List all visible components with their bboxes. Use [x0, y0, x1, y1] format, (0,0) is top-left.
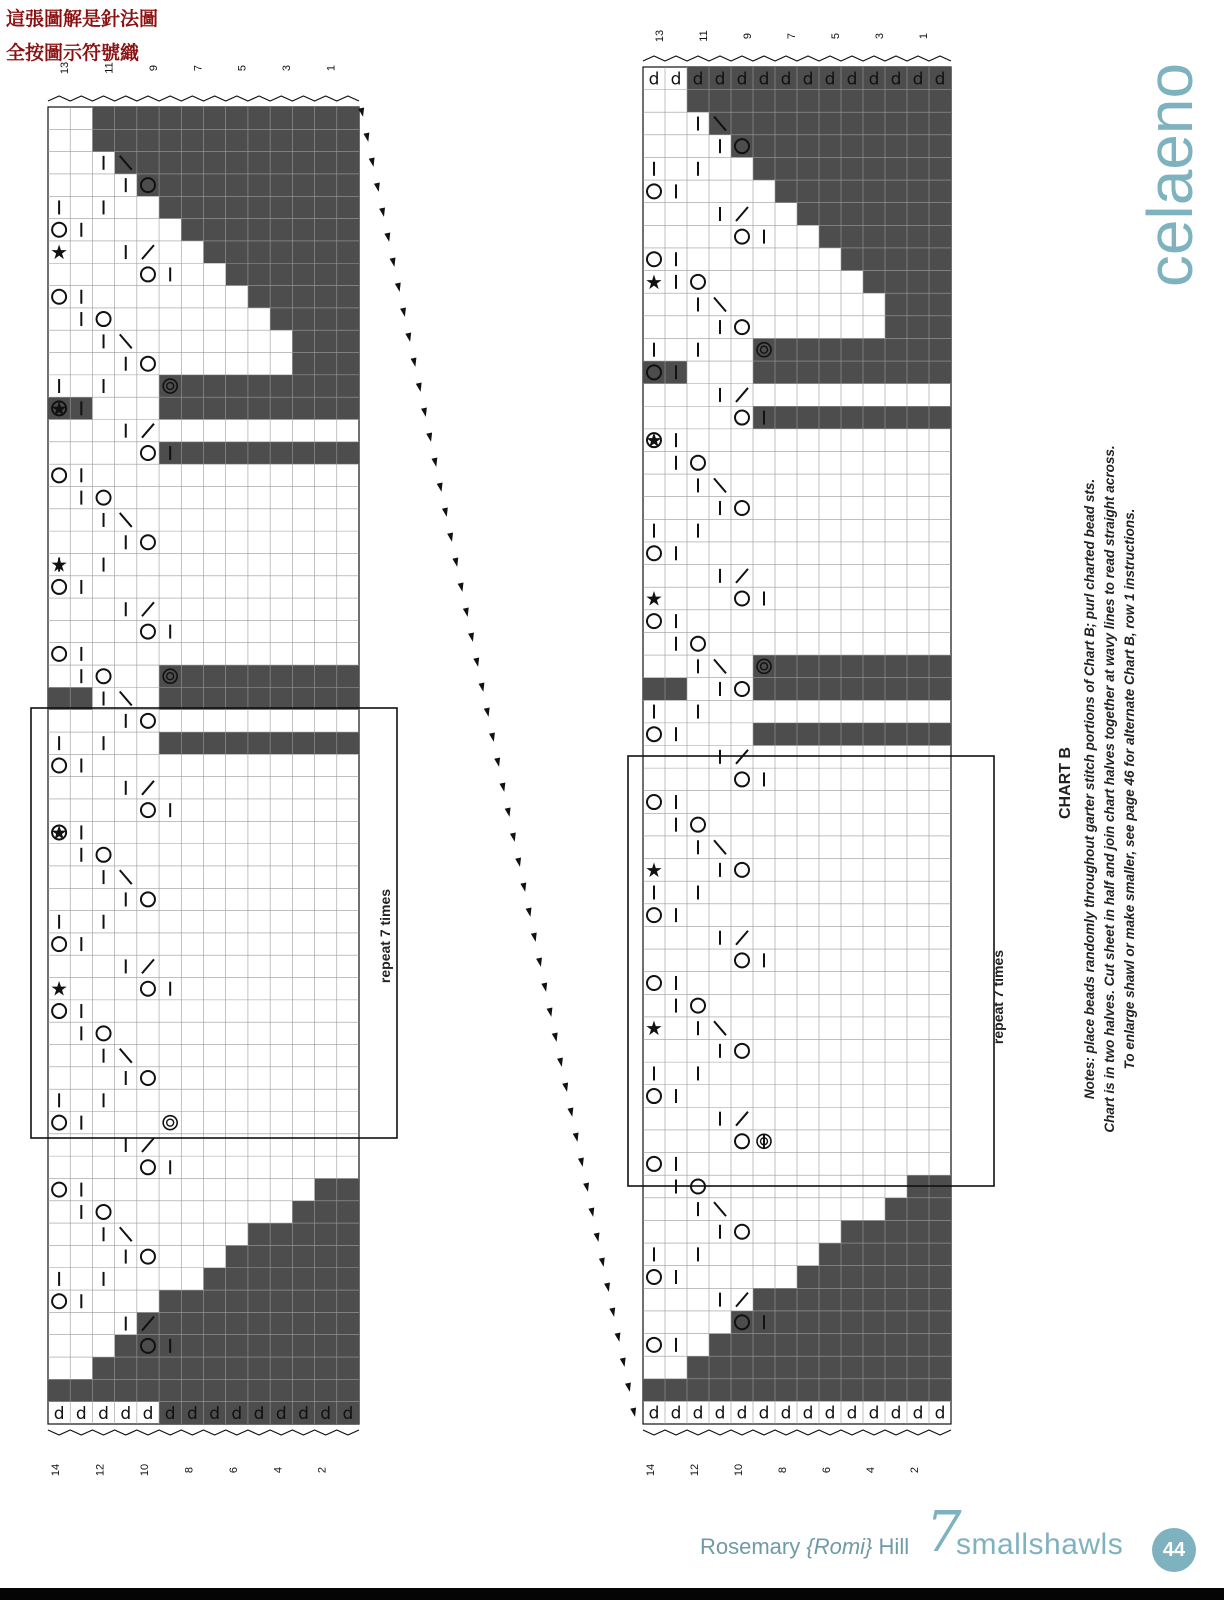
no-stitch-cell — [159, 375, 359, 397]
bead-symbol: ★ — [50, 398, 69, 421]
purl-symbol: d — [934, 69, 946, 90]
wavy-join-line — [643, 56, 951, 61]
purl-symbol: d — [320, 1403, 332, 1424]
purl-symbol: d — [142, 1403, 154, 1424]
bead-symbol: ★ — [50, 978, 69, 1001]
purl-symbol: d — [780, 69, 792, 90]
bead-symbol: ★ — [645, 1018, 663, 1041]
no-stitch-cell — [159, 1290, 359, 1312]
no-stitch-cell — [292, 1201, 359, 1223]
no-stitch-cell — [159, 687, 359, 709]
no-stitch-cell — [115, 152, 359, 174]
purl-symbol: d — [890, 69, 902, 90]
row-number-odd: 11 — [697, 30, 710, 42]
connector-arrow — [437, 482, 445, 492]
purl-symbol: d — [868, 1403, 880, 1424]
purl-symbol: d — [692, 69, 704, 90]
no-stitch-cell — [797, 203, 951, 226]
purl-symbol: d — [648, 69, 660, 90]
connector-arrow — [510, 832, 518, 842]
no-stitch-cell — [753, 361, 951, 384]
connector-arrow — [390, 257, 398, 267]
no-stitch-cell — [248, 1223, 359, 1245]
no-stitch-cell — [159, 442, 359, 464]
row-number-even: 12 — [94, 1463, 107, 1477]
connector-arrow — [421, 407, 429, 417]
purl-symbol: d — [209, 1403, 221, 1424]
row-number-odd: 11 — [103, 62, 116, 74]
purl-symbol: d — [670, 69, 682, 90]
purl-symbol: d — [846, 1403, 858, 1424]
connector-arrow — [552, 1032, 560, 1042]
row-number-even: 2 — [316, 1466, 329, 1474]
connector-arrow — [363, 132, 371, 142]
no-stitch-cell — [841, 248, 951, 271]
row-number-odd: 9 — [147, 64, 160, 72]
connector-arrow — [562, 1082, 570, 1092]
connector-arrow — [630, 1407, 638, 1417]
connector-arrow — [405, 332, 413, 342]
row-number-odd: 7 — [785, 32, 798, 40]
connector-arrow — [578, 1157, 586, 1167]
purl-symbol: d — [802, 69, 814, 90]
row-number-even: 4 — [865, 1466, 877, 1474]
connector-arrow — [505, 807, 513, 817]
purl-symbol: d — [342, 1403, 354, 1424]
no-stitch-cell — [753, 338, 951, 361]
purl-symbol: d — [670, 1403, 682, 1424]
purl-symbol: d — [98, 1403, 109, 1424]
connector-arrow — [526, 907, 534, 917]
connector-arrow — [431, 457, 439, 467]
connector-arrow — [447, 532, 455, 542]
wavy-join-line — [48, 1430, 359, 1435]
notes-line-3: To enlarge shawl or make smaller, see page 46 for alternate Chart B, row 1 instructions. — [1122, 508, 1137, 1070]
brand-text: smallshawls — [956, 1528, 1124, 1561]
connector-arrow — [473, 657, 481, 667]
no-stitch-cell — [885, 316, 951, 339]
bead-symbol: ★ — [50, 822, 69, 845]
purl-symbol: d — [648, 1403, 660, 1424]
no-stitch-cell — [115, 1335, 359, 1357]
connector-arrow — [620, 1357, 628, 1367]
connector-arrow — [594, 1232, 602, 1242]
connector-arrow — [395, 282, 403, 292]
row-number-odd: 3 — [281, 64, 294, 72]
no-stitch-cell — [159, 397, 359, 419]
row-number-even: 12 — [689, 1463, 701, 1477]
no-stitch-cell — [753, 406, 951, 429]
purl-symbol: d — [736, 1403, 748, 1424]
connector-arrow — [557, 1057, 565, 1067]
connector-arrow — [604, 1282, 612, 1292]
no-stitch-cell — [885, 293, 951, 316]
no-stitch-cell — [292, 330, 359, 352]
connector-arrow — [379, 207, 387, 217]
purl-symbol: d — [912, 1403, 924, 1424]
connector-arrow — [625, 1382, 633, 1392]
purl-symbol: d — [120, 1403, 132, 1424]
row-number-odd: 1 — [325, 64, 338, 72]
no-stitch-cell — [841, 1220, 951, 1243]
row-number-odd: 1 — [917, 32, 930, 40]
row-number-odd: 9 — [741, 32, 754, 40]
connector-arrow — [494, 757, 502, 767]
wavy-join-line — [643, 1430, 951, 1435]
connector-arrow — [411, 357, 419, 367]
annotation-line-2: 全按圖示符號織 — [6, 42, 140, 64]
bead-symbol: ★ — [50, 554, 69, 577]
bead-symbol: ★ — [645, 588, 663, 611]
purl-symbol: d — [75, 1403, 87, 1424]
purl-symbol: d — [802, 1403, 814, 1424]
connector-arrow — [458, 582, 466, 592]
connector-arrow — [374, 182, 382, 192]
purl-symbol: d — [868, 69, 880, 90]
author-first: Rosemary — [700, 1534, 801, 1559]
purl-symbol: d — [231, 1403, 243, 1424]
purl-symbol: d — [758, 69, 770, 90]
row-number-even: 4 — [272, 1466, 285, 1474]
connector-arrow — [588, 1207, 596, 1217]
connector-arrow — [615, 1332, 623, 1342]
no-stitch-cell — [753, 655, 951, 678]
no-stitch-cell — [159, 665, 359, 687]
bead-symbol: ★ — [645, 859, 663, 882]
connector-arrow — [499, 782, 507, 792]
bead-symbol: ★ — [645, 430, 663, 453]
row-number-even: 8 — [777, 1466, 789, 1474]
connector-arrow — [520, 882, 528, 892]
wavy-join-line — [48, 96, 359, 101]
brand-seven: 7 — [926, 1500, 962, 1565]
connector-arrow — [547, 1007, 555, 1017]
no-stitch-cell — [753, 1288, 951, 1311]
page-number-badge: 44 — [1152, 1528, 1196, 1572]
purl-symbol: d — [824, 1403, 836, 1424]
no-stitch-cell — [159, 732, 359, 754]
connector-arrow — [599, 1257, 607, 1267]
connector-arrow — [426, 432, 434, 442]
row-number-odd: 5 — [829, 32, 842, 40]
purl-symbol: d — [692, 1403, 704, 1424]
connector-arrow — [463, 607, 471, 617]
author-last: Hill — [878, 1534, 910, 1559]
pattern-name: celaeno — [1134, 62, 1206, 288]
connector-arrow — [468, 632, 476, 642]
purl-symbol: d — [780, 1403, 792, 1424]
purl-symbol: d — [846, 69, 858, 90]
connector-arrow — [567, 1107, 575, 1117]
purl-symbol: d — [934, 1403, 946, 1424]
row-number-odd: 3 — [873, 32, 886, 40]
purl-symbol: d — [714, 69, 726, 90]
row-number-even: 14 — [50, 1463, 63, 1477]
notes-line-1: Notes: place beads randomly throughout garter stitch portions of Chart B; purl charted bead sts. — [1082, 478, 1097, 1100]
connector-arrow — [479, 682, 487, 692]
purl-symbol: d — [53, 1403, 65, 1424]
row-number-odd: 13 — [58, 61, 71, 75]
annotation-line-1: 這張圖解是針法圖 — [6, 8, 159, 30]
no-stitch-cell — [292, 353, 359, 375]
no-stitch-cell — [797, 1266, 951, 1289]
author-nick: {Romi} — [806, 1534, 873, 1559]
row-number-even: 2 — [909, 1466, 921, 1474]
footer-author — [700, 1534, 909, 1560]
connector-arrow — [484, 707, 492, 717]
notes-line-2: Chart is in two halves. Cut sheet in half and join chart halves together at wavy lines to read straight across. — [1102, 445, 1117, 1133]
purl-symbol: d — [824, 69, 836, 90]
row-number-odd: 7 — [192, 64, 205, 72]
connector-arrow — [416, 382, 424, 392]
purl-symbol: d — [890, 1403, 902, 1424]
purl-symbol: d — [758, 1403, 770, 1424]
connector-arrow — [609, 1307, 617, 1317]
purl-symbol: d — [186, 1403, 198, 1424]
row-number-even: 14 — [645, 1463, 657, 1477]
row-number-even: 10 — [138, 1463, 151, 1477]
bead-symbol: ★ — [645, 271, 663, 294]
connector-arrow — [400, 307, 408, 317]
no-stitch-cell — [753, 157, 951, 180]
no-stitch-cell — [753, 723, 951, 746]
row-number-even: 8 — [183, 1466, 196, 1474]
connector-arrow — [531, 932, 539, 942]
connector-arrow — [384, 232, 392, 242]
purl-symbol: d — [164, 1403, 176, 1424]
purl-symbol: d — [714, 1403, 726, 1424]
connector-arrow — [442, 507, 450, 517]
row-number-even: 6 — [821, 1466, 833, 1474]
no-stitch-cell — [753, 678, 951, 701]
bottom-bar — [0, 1588, 1224, 1600]
connector-arrow — [583, 1182, 591, 1192]
purl-symbol: d — [298, 1403, 309, 1424]
no-stitch-cell — [204, 1268, 360, 1290]
connector-arrow — [452, 557, 460, 567]
chart-title: CHART B — [1057, 747, 1074, 819]
no-stitch-cell — [709, 112, 951, 135]
purl-symbol: d — [912, 69, 924, 90]
connector-arrow — [515, 857, 523, 867]
purl-symbol: d — [253, 1403, 265, 1424]
purl-symbol: d — [275, 1403, 287, 1424]
row-number-odd: 13 — [653, 29, 666, 43]
no-stitch-cell — [159, 196, 359, 218]
no-stitch-cell — [709, 1334, 951, 1357]
repeat-label-left: repeat 7 times — [377, 888, 393, 984]
bead-symbol: ★ — [50, 242, 69, 265]
row-number-even: 10 — [733, 1463, 745, 1477]
no-stitch-cell — [248, 286, 359, 308]
connector-arrow — [541, 982, 549, 992]
connector-arrow — [369, 157, 377, 167]
connector-arrow — [573, 1132, 581, 1142]
no-stitch-cell — [885, 1198, 951, 1221]
no-stitch-cell — [204, 241, 360, 263]
row-number-odd: 5 — [236, 64, 249, 72]
row-number-even: 6 — [227, 1466, 240, 1474]
repeat-label-right: repeat 7 times — [990, 949, 1006, 1045]
connector-arrow — [536, 957, 544, 967]
purl-symbol: d — [736, 69, 748, 90]
connector-arrow — [489, 732, 497, 742]
